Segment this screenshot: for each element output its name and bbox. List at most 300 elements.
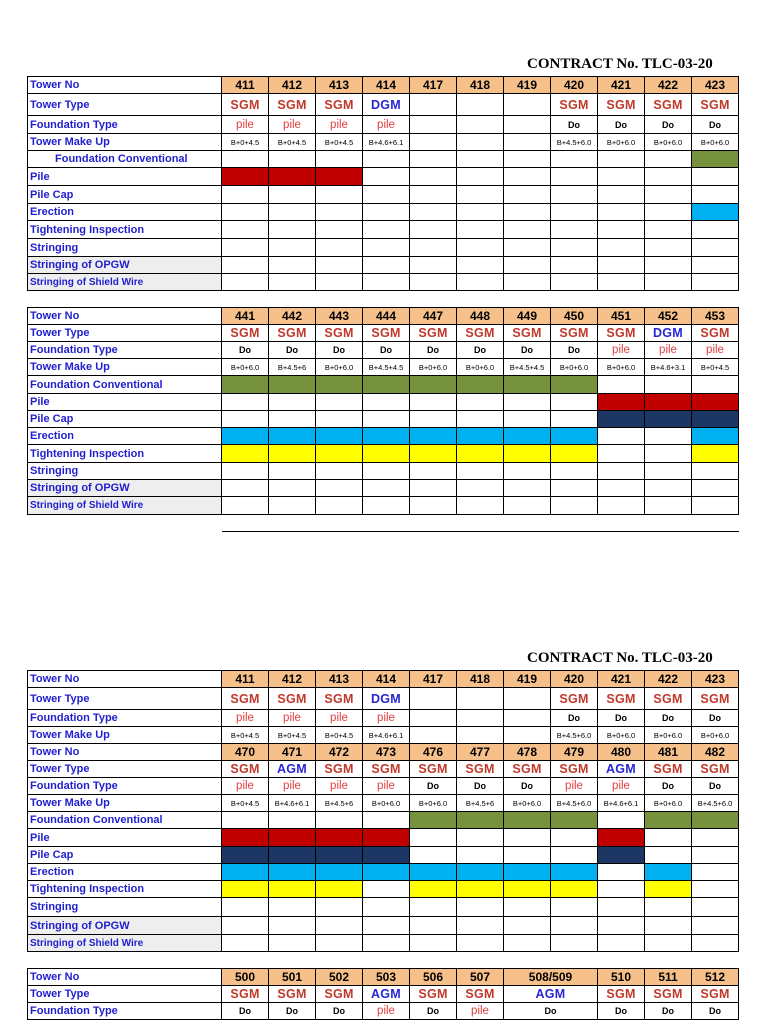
table-cell	[598, 812, 645, 829]
table-cell	[269, 204, 316, 221]
tower-type: SGM	[222, 325, 269, 342]
table-cell	[269, 812, 316, 829]
table-cell	[551, 168, 598, 186]
foundation-type: pile	[316, 710, 363, 727]
table-cell	[410, 394, 457, 411]
row-label: Tower Make Up	[28, 359, 222, 376]
status-cell	[222, 428, 269, 445]
table-cell	[598, 445, 645, 463]
tower-type	[410, 688, 457, 710]
foundation-type: Do	[410, 342, 457, 359]
table-cell	[363, 952, 410, 969]
table-cell	[504, 411, 551, 428]
table-cell	[410, 291, 457, 308]
table-cell	[598, 291, 645, 308]
status-cell	[410, 812, 457, 829]
table-cell	[410, 515, 457, 532]
tower-type: SGM	[504, 761, 551, 778]
table-cell	[551, 898, 598, 917]
table-cell	[410, 480, 457, 497]
table-cell	[692, 881, 739, 898]
table-cell	[598, 497, 645, 515]
status-cell	[692, 812, 739, 829]
tower-type: SGM	[316, 94, 363, 116]
table-cell	[457, 935, 504, 952]
tower-type: SGM	[410, 325, 457, 342]
contract-number-2: CONTRACT No. TLC-03-20	[527, 650, 713, 666]
table-cell	[692, 239, 739, 257]
tower-number: 473	[363, 744, 410, 761]
table-cell	[551, 221, 598, 239]
table-cell	[551, 239, 598, 257]
table-cell	[410, 411, 457, 428]
row-label: Stringing of OPGW	[28, 257, 222, 274]
table-cell	[410, 935, 457, 952]
tower-number: 502	[316, 969, 363, 986]
tower-no-row	[28, 744, 739, 761]
tower-no-row	[28, 671, 739, 688]
table-cell	[504, 257, 551, 274]
table-cell	[363, 898, 410, 917]
foundation-type-row	[28, 778, 739, 795]
table-cell	[363, 394, 410, 411]
table-cell	[504, 151, 551, 168]
table-cell	[551, 274, 598, 291]
foundation-type: Do	[692, 1003, 739, 1020]
table-cell	[645, 952, 692, 969]
tower-type: SGM	[551, 688, 598, 710]
table-cell	[316, 151, 363, 168]
stringing-opgw-row	[28, 480, 739, 497]
table-cell	[551, 186, 598, 204]
tower-type: SGM	[551, 94, 598, 116]
table-cell	[457, 186, 504, 204]
foundation-type: pile	[222, 710, 269, 727]
tower-type: SGM	[363, 325, 410, 342]
tower-type	[504, 688, 551, 710]
foundation-type: pile	[363, 710, 410, 727]
tower-make-up: B+4.6+3.1	[645, 359, 692, 376]
row-label: Stringing of Shield Wire	[28, 497, 222, 515]
row-label: Tightening Inspection	[28, 445, 222, 463]
status-cell	[551, 864, 598, 881]
table-cell	[363, 515, 410, 532]
table-cell	[598, 239, 645, 257]
tower-make-up: B+0+6.0	[457, 359, 504, 376]
tower-number: 418	[457, 77, 504, 94]
table-cell	[645, 274, 692, 291]
foundation-type: Do	[504, 342, 551, 359]
status-cell	[316, 881, 363, 898]
tower-type: SGM	[598, 688, 645, 710]
tower-make-up: B+0+4.5	[222, 134, 269, 151]
tower-type: SGM	[457, 986, 504, 1003]
table-cell	[410, 274, 457, 291]
table-cell	[551, 411, 598, 428]
table-cell	[316, 463, 363, 480]
table-cell	[363, 463, 410, 480]
row-label: Erection	[28, 864, 222, 881]
foundation-type: pile	[316, 116, 363, 134]
foundation-type: pile	[363, 778, 410, 795]
table-cell	[457, 239, 504, 257]
tower-make-up: B+4.5+4.5	[504, 359, 551, 376]
table-cell	[410, 221, 457, 239]
table-cell	[457, 497, 504, 515]
status-cell	[410, 376, 457, 394]
tower-make-up	[504, 134, 551, 151]
spacer-row	[28, 515, 739, 532]
table-cell	[645, 917, 692, 935]
table-cell	[457, 411, 504, 428]
table-cell	[504, 917, 551, 935]
row-label: Stringing of OPGW	[28, 480, 222, 497]
table-cell	[269, 497, 316, 515]
tower-make-up-row	[28, 727, 739, 744]
tower-number: 420	[551, 671, 598, 688]
tower-make-up: B+0+6.0	[645, 134, 692, 151]
table-cell	[551, 497, 598, 515]
table-cell	[222, 394, 269, 411]
status-cell	[222, 847, 269, 864]
table-cell	[551, 394, 598, 411]
status-cell	[269, 829, 316, 847]
row-label: Tightening Inspection	[28, 881, 222, 898]
table-cell	[316, 239, 363, 257]
foundation-type: pile	[598, 342, 645, 359]
stringing-opgw-row	[28, 257, 739, 274]
status-cell	[410, 445, 457, 463]
table-cell	[692, 168, 739, 186]
table-cell	[598, 221, 645, 239]
table-cell	[645, 151, 692, 168]
table-cell	[363, 239, 410, 257]
tower-type: SGM	[692, 761, 739, 778]
status-cell	[363, 376, 410, 394]
table-cell	[504, 239, 551, 257]
status-cell	[363, 864, 410, 881]
table-cell	[692, 274, 739, 291]
stringing-row	[28, 898, 739, 917]
table-cell	[410, 168, 457, 186]
table-cell	[645, 497, 692, 515]
foundation-type: Do	[598, 1003, 645, 1020]
tower-number: 450	[551, 308, 598, 325]
row-label: Tower Make Up	[28, 134, 222, 151]
row-label: Tower Type	[28, 986, 222, 1003]
foundation-type	[457, 710, 504, 727]
table-cell	[504, 952, 551, 969]
tower-type	[457, 688, 504, 710]
table-cell	[645, 428, 692, 445]
table-cell	[410, 186, 457, 204]
tower-make-up-row	[28, 134, 739, 151]
tower-make-up	[504, 727, 551, 744]
pile-row	[28, 829, 739, 847]
tower-type: SGM	[316, 688, 363, 710]
table-cell	[504, 497, 551, 515]
tower-number: 423	[692, 671, 739, 688]
status-cell	[551, 376, 598, 394]
tower-number: 471	[269, 744, 316, 761]
table-cell	[692, 186, 739, 204]
table-cell	[410, 952, 457, 969]
table-cell	[316, 394, 363, 411]
tower-type-row	[28, 688, 739, 710]
row-label: Pile Cap	[28, 411, 222, 428]
tightening-row	[28, 445, 739, 463]
tower-make-up	[410, 727, 457, 744]
tower-number: 412	[269, 671, 316, 688]
tower-type: SGM	[692, 325, 739, 342]
table-cell	[269, 291, 316, 308]
table-cell	[551, 935, 598, 952]
table-cell	[269, 935, 316, 952]
tower-type-row	[28, 986, 739, 1003]
table-cell	[504, 515, 551, 532]
table-cell	[692, 898, 739, 917]
table-cell	[645, 445, 692, 463]
tower-no-row	[28, 77, 739, 94]
tower-type: SGM	[316, 986, 363, 1003]
foundation-type: Do	[504, 778, 551, 795]
table-cell	[504, 480, 551, 497]
table-cell	[316, 917, 363, 935]
tower-make-up: B+0+6.0	[551, 359, 598, 376]
row-label: Tower No	[28, 308, 222, 325]
row-label: Pile	[28, 168, 222, 186]
row-label: Tower Make Up	[28, 727, 222, 744]
status-cell	[645, 411, 692, 428]
foundation-type: pile	[551, 778, 598, 795]
table-cell	[316, 515, 363, 532]
table-cell	[504, 847, 551, 864]
foundation-type	[410, 116, 457, 134]
table-cell	[598, 186, 645, 204]
status-cell	[269, 428, 316, 445]
table-cell	[222, 917, 269, 935]
foundation-type: Do	[504, 1003, 598, 1020]
table-cell	[692, 291, 739, 308]
tower-type: SGM	[410, 986, 457, 1003]
row-label: Tightening Inspection	[28, 221, 222, 239]
foundation-conventional-row	[28, 151, 739, 168]
table-cell	[551, 917, 598, 935]
table-cell	[222, 952, 269, 969]
foundation-type: Do	[598, 116, 645, 134]
progress-table-2	[27, 670, 739, 1020]
row-label: Tower Make Up	[28, 795, 222, 812]
status-cell	[645, 864, 692, 881]
pile-cap-row	[28, 186, 739, 204]
erection-row	[28, 204, 739, 221]
tower-make-up: B+0+6.0	[222, 359, 269, 376]
foundation-type: Do	[269, 1003, 316, 1020]
status-cell	[457, 864, 504, 881]
status-cell	[363, 829, 410, 847]
status-cell	[598, 411, 645, 428]
foundation-type: Do	[551, 710, 598, 727]
row-label: Stringing of Shield Wire	[28, 935, 222, 952]
status-cell	[269, 376, 316, 394]
status-cell	[269, 864, 316, 881]
row-label: Pile Cap	[28, 847, 222, 864]
row-label: Foundation Type	[28, 778, 222, 795]
table-cell	[551, 151, 598, 168]
table-cell	[457, 274, 504, 291]
table-cell	[551, 204, 598, 221]
tower-number: 470	[222, 744, 269, 761]
table-cell	[222, 221, 269, 239]
tower-number: 421	[598, 671, 645, 688]
table-cell	[645, 204, 692, 221]
tower-number: 411	[222, 77, 269, 94]
status-cell	[222, 864, 269, 881]
tower-number: 413	[316, 671, 363, 688]
tower-type-row	[28, 94, 739, 116]
table-cell	[551, 463, 598, 480]
foundation-type: Do	[410, 778, 457, 795]
table-cell	[363, 186, 410, 204]
table-cell	[222, 257, 269, 274]
tower-make-up: B+0+6.0	[692, 727, 739, 744]
table-cell	[28, 952, 222, 969]
table-cell	[269, 239, 316, 257]
row-label: Pile	[28, 394, 222, 411]
tower-make-up: B+4.5+6	[316, 795, 363, 812]
tower-number: 423	[692, 77, 739, 94]
status-cell	[269, 847, 316, 864]
tower-number: 421	[598, 77, 645, 94]
tower-number: 417	[410, 671, 457, 688]
table-cell	[316, 952, 363, 969]
table-cell	[269, 515, 316, 532]
erection-row	[28, 864, 739, 881]
table-cell	[316, 480, 363, 497]
status-cell	[551, 445, 598, 463]
table-cell	[645, 515, 692, 532]
tower-number: 501	[269, 969, 316, 986]
status-cell	[551, 428, 598, 445]
table-cell	[551, 515, 598, 532]
tower-type: SGM	[645, 761, 692, 778]
table-cell	[410, 463, 457, 480]
table-cell	[457, 847, 504, 864]
tower-number: 480	[598, 744, 645, 761]
table-cell	[316, 274, 363, 291]
table-cell	[269, 257, 316, 274]
foundation-type: Do	[645, 116, 692, 134]
table-cell	[551, 829, 598, 847]
status-cell	[551, 812, 598, 829]
tower-make-up	[457, 727, 504, 744]
tower-type: SGM	[645, 986, 692, 1003]
tower-type: SGM	[692, 688, 739, 710]
tower-type: SGM	[222, 986, 269, 1003]
table-cell	[363, 221, 410, 239]
table-cell	[457, 394, 504, 411]
tower-number: 447	[410, 308, 457, 325]
status-cell	[645, 812, 692, 829]
stringing-row	[28, 239, 739, 257]
table-cell	[222, 480, 269, 497]
table-cell	[410, 151, 457, 168]
tower-make-up: B+0+6.0	[692, 134, 739, 151]
row-label: Foundation Type	[28, 1003, 222, 1020]
row-label: Stringing	[28, 898, 222, 917]
tower-number: 452	[645, 308, 692, 325]
status-cell	[457, 881, 504, 898]
foundation-type	[410, 710, 457, 727]
table-cell	[692, 847, 739, 864]
table-cell	[598, 480, 645, 497]
tower-number: 508/509	[504, 969, 598, 986]
table-cell	[692, 829, 739, 847]
table-cell	[269, 898, 316, 917]
tower-type: SGM	[410, 761, 457, 778]
table-cell	[504, 394, 551, 411]
tower-type: SGM	[363, 761, 410, 778]
table-cell	[504, 291, 551, 308]
tower-make-up: B+0+6.0	[504, 795, 551, 812]
pile-row	[28, 394, 739, 411]
table-cell	[410, 847, 457, 864]
table-cell	[316, 186, 363, 204]
table-cell	[269, 463, 316, 480]
spacer-row	[28, 952, 739, 969]
table-cell	[598, 151, 645, 168]
tower-number: 441	[222, 308, 269, 325]
foundation-type: pile	[363, 116, 410, 134]
tower-make-up: B+0+4.5	[316, 727, 363, 744]
tower-type: AGM	[504, 986, 598, 1003]
table-cell	[316, 411, 363, 428]
table-cell	[598, 898, 645, 917]
tower-type: SGM	[269, 94, 316, 116]
table-cell	[692, 257, 739, 274]
tower-make-up: B+0+6.0	[598, 359, 645, 376]
tower-type: SGM	[269, 688, 316, 710]
table-cell	[457, 257, 504, 274]
tightening-row	[28, 881, 739, 898]
foundation-type-row	[28, 116, 739, 134]
status-cell	[692, 411, 739, 428]
status-cell	[598, 829, 645, 847]
table-cell	[692, 864, 739, 881]
status-cell	[410, 864, 457, 881]
table-cell	[692, 463, 739, 480]
tower-number: 512	[692, 969, 739, 986]
table-cell	[504, 204, 551, 221]
status-cell	[692, 394, 739, 411]
tower-type-row	[28, 761, 739, 778]
foundation-type	[504, 710, 551, 727]
tower-make-up: B+0+4.5	[269, 134, 316, 151]
table-cell	[551, 291, 598, 308]
status-cell	[222, 829, 269, 847]
table-cell	[457, 168, 504, 186]
tower-make-up: B+4.5+4.5	[363, 359, 410, 376]
foundation-type: Do	[692, 116, 739, 134]
table-cell	[457, 917, 504, 935]
erection-row	[28, 428, 739, 445]
table-cell	[363, 204, 410, 221]
tower-type: SGM	[222, 94, 269, 116]
foundation-type: pile	[692, 342, 739, 359]
tower-make-up: B+0+4.5	[222, 727, 269, 744]
table-cell	[269, 480, 316, 497]
table-cell	[598, 935, 645, 952]
